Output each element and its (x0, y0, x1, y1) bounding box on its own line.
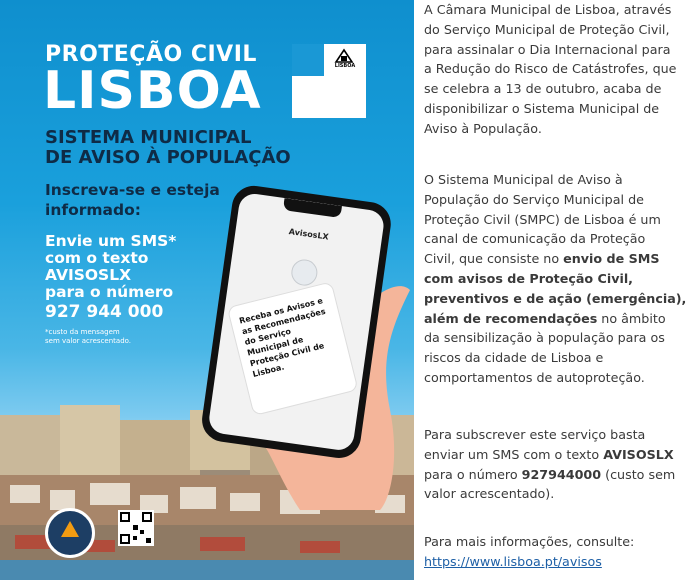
poster-subtitle-line: DE AVISO À POPULAÇÃO (45, 147, 291, 168)
text-line (424, 552, 696, 572)
text-run-bold: AVISOSLX (603, 446, 674, 462)
text-line (424, 269, 696, 289)
poster-sms-line: para o número (45, 283, 174, 301)
text-line (424, 445, 696, 465)
text-line: da sensibilização à população para os (424, 330, 665, 346)
poster-sms-line: com o texto (45, 249, 149, 267)
lisboa-crest-icon (334, 48, 354, 64)
poster-sms-instructions (45, 233, 176, 323)
text-line: A Câmara Municipal de Lisboa, através (424, 2, 672, 17)
text-line (424, 289, 696, 309)
poster-footnote-line: *custo da mensagem (45, 328, 120, 336)
poster-subscribe-line: Inscreva-se e esteja (45, 181, 220, 199)
text-line: valor acrescentado). (424, 486, 555, 502)
poster-subscribe-line: informado: (45, 201, 141, 219)
poster-title-line2: LISBOA (43, 61, 262, 121)
text-line: comportamentos de autoproteção. (424, 369, 645, 385)
phone-app-title: AvisosLX (288, 227, 330, 242)
text-line: a Redução do Risco de Catástrofes, que (424, 61, 677, 77)
poster-subtitle-line: SISTEMA MUNICIPAL (45, 127, 252, 148)
text-run-bold: envio de SMS (563, 251, 660, 267)
poster-sms-line: AVISOSLX (45, 266, 132, 284)
paragraph-system (424, 170, 696, 388)
text-line (424, 309, 696, 329)
text-run-bold: 927944000 (521, 466, 602, 482)
text-line: disponibilizar o Sistema Municipal de (424, 100, 660, 116)
app-icon (290, 258, 319, 287)
text-line (424, 249, 696, 269)
poster-subscribe-call (45, 180, 220, 220)
text-line: O Sistema Municipal de Aviso à (424, 172, 623, 187)
text-line: Proteção Civil (SMPC) de Lisboa é um (424, 211, 661, 227)
poster-sms-number: 927 944 000 (45, 302, 164, 322)
text-run: no âmbito (597, 310, 666, 326)
text-run: para o número (424, 466, 522, 482)
text-line: do Serviço Municipal de Proteção Civil, (424, 21, 670, 37)
text-run: (custo sem (601, 466, 676, 482)
text-line: Para subscrever este serviço basta (424, 427, 646, 442)
text-line: riscos da cidade de Lisboa e (424, 350, 604, 366)
phone-illustration (199, 183, 414, 469)
text-line (424, 465, 696, 485)
text-line: se celebra a 13 de outubro, acaba de (424, 81, 662, 97)
civil-protection-badge-icon (45, 508, 95, 558)
phone-message-bubble (228, 282, 357, 414)
poster-footnote (45, 328, 131, 346)
text-run: enviar um SMS com o texto (424, 446, 604, 462)
text-run-bold: com avisos de Proteção Civil, (424, 270, 634, 286)
lisboa-logo-notch (292, 44, 324, 76)
poster-footnote-line: sem valor acrescentado. (45, 337, 132, 345)
text-run-bold: além de recomendações (424, 310, 598, 326)
text-line: Aviso à População. (424, 120, 542, 136)
paragraph-more-info (424, 532, 696, 572)
text-run-bold: preventivos e de ação (emergência), (424, 290, 687, 306)
text-line: para assinalar o Dia Internacional para (424, 41, 671, 57)
text-line: Para mais informações, consulte: (424, 534, 635, 549)
text-line: População do Serviço Municipal de (424, 191, 644, 207)
poster-sms-line: Envie um SMS* (45, 232, 177, 250)
paragraph-subscribe (424, 425, 696, 504)
text-run: Civil, que consiste no (424, 251, 564, 267)
avisos-link[interactable]: https://www.lisboa.pt/avisos (424, 553, 602, 569)
poster-title-line1: PROTEÇÃO CIVIL (45, 42, 257, 67)
poster-subtitle (45, 128, 291, 168)
text-line: canal de comunicação da Proteção (424, 231, 646, 247)
phone-message-text: Receba os Avisos e as Recomendações do Serviço Municipal de Proteção Civil de Lisboa. (238, 296, 327, 379)
qr-code-icon (118, 510, 154, 546)
lisboa-logo-text: LISBOA (334, 63, 356, 69)
paragraph-intro (424, 0, 696, 139)
